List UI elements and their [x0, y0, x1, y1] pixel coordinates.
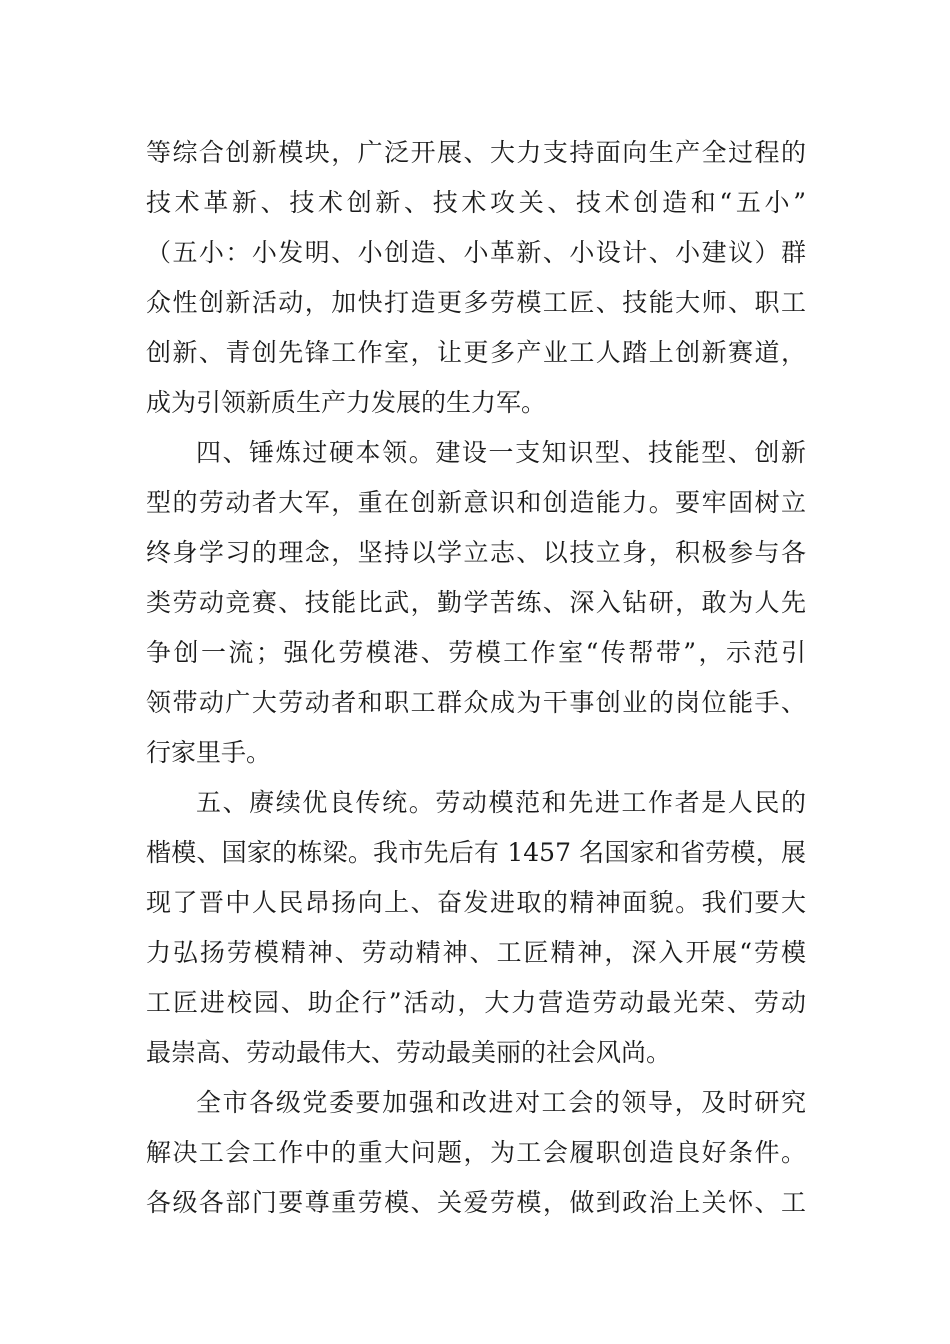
paragraph-start-line: 全市各级党委要加强和改进对工会的领导，及时研究 [196, 1088, 806, 1117]
paragraph-heading-line: 四、锤炼过硬本领。建设一支知识型、技能型、创新 [196, 438, 806, 467]
text-line: 众性创新活动，加快打造更多劳模工匠、技能大师、职工 [146, 288, 806, 317]
document-body [146, 128, 806, 1228]
text-line: 成为引领新质生产力发展的生力军。 [146, 388, 547, 417]
text-line: 创新、青创先锋工作室，让更多产业工人踏上创新赛道， [146, 338, 806, 367]
text-line: 现了晋中人民昂扬向上、奋发进取的精神面貌。我们要大 [146, 888, 806, 917]
text-line: 工匠进校园、助企行”活动，大力营造劳动最光荣、劳动 [146, 988, 806, 1017]
text-line: 最崇高、劳动最伟大、劳动最美丽的社会风尚。 [146, 1038, 672, 1067]
text-line: 型的劳动者大军，重在创新意识和创造能力。要牢固树立 [146, 488, 806, 517]
text-line: 争创一流；强化劳模港、劳模工作室“传帮带”，示范引 [146, 638, 806, 667]
text-line: 楷模、国家的栋梁。我市先后有 1457 名国家和省劳模，展 [146, 838, 806, 867]
text-line: 行家里手。 [146, 738, 272, 767]
text-line: 类劳动竞赛、技能比武，勤学苦练、深入钻研，敢为人先 [146, 588, 806, 617]
paragraph-heading-line: 五、赓续优良传统。劳动模范和先进工作者是人民的 [196, 788, 806, 817]
text-line: 力弘扬劳模精神、劳动精神、工匠精神，深入开展“劳模 [146, 938, 806, 967]
text-line: （五小：小发明、小创造、小革新、小设计、小建议）群 [146, 238, 806, 267]
text-line: 终身学习的理念，坚持以学立志、以技立身，积极参与各 [146, 538, 806, 567]
text-line: 解决工会工作中的重大问题，为工会履职创造良好条件。 [146, 1138, 806, 1167]
text-line: 技术革新、技术创新、技术攻关、技术创造和“五小” [146, 188, 806, 217]
text-line: 领带动广大劳动者和职工群众成为干事创业的岗位能手、 [146, 688, 806, 717]
text-line: 等综合创新模块，广泛开展、大力支持面向生产全过程的 [146, 138, 806, 167]
text-line: 各级各部门要尊重劳模、关爱劳模，做到政治上关怀、工 [146, 1188, 806, 1217]
